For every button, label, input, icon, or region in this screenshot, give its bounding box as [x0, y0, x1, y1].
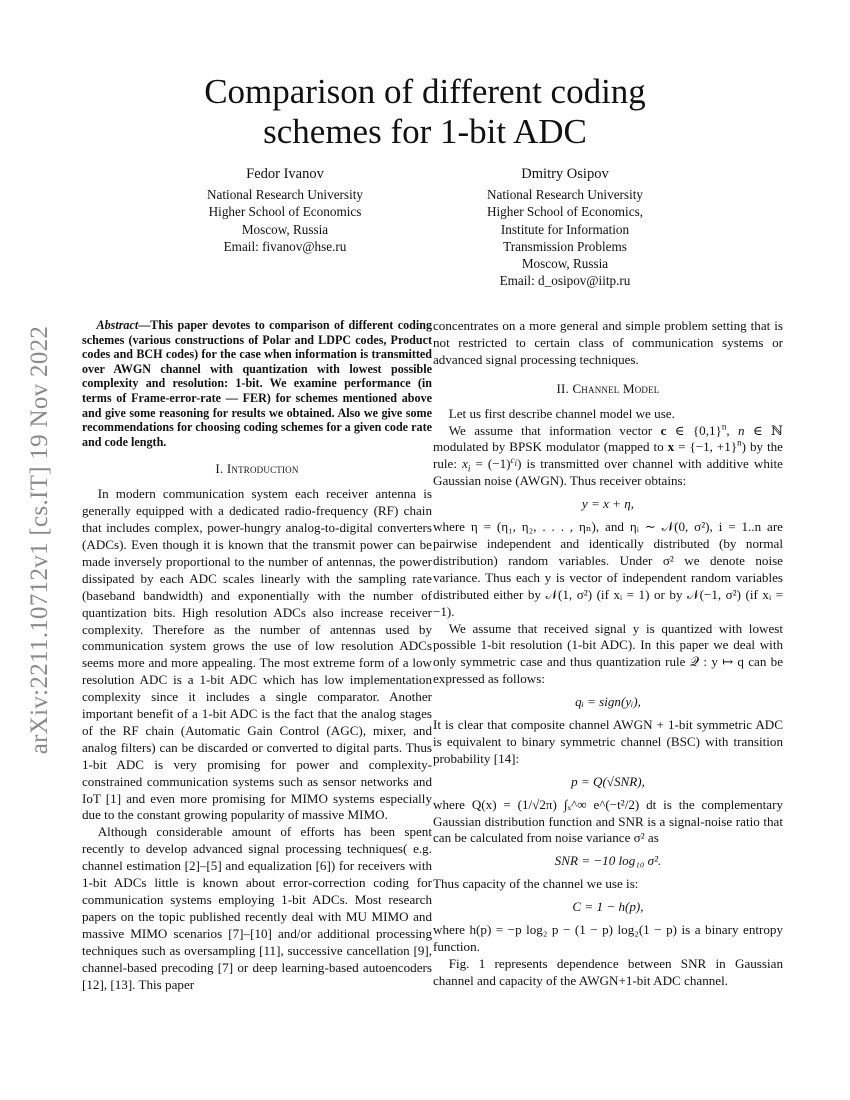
text-run: by the rule:	[433, 439, 783, 472]
paragraph: It is clear that composite channel AWGN + 1-bit symmetric ADC is equivalent to binary symmetric channel (BSC) with transition probability [14]:	[433, 717, 783, 766]
text-run: modulated by BPSK modulator (mapped to	[433, 439, 664, 455]
author-email: Email: d_osipov@iitp.ru	[499, 273, 631, 289]
paragraph: where h(p) = −p log₂ p − (1 − p) log₂(1 − p) is a binary entropy function.	[433, 922, 783, 954]
title-line-1: Comparison of different coding	[204, 72, 646, 111]
author-name: Dmitry Osipov	[521, 166, 609, 182]
equation-received-signal: y = x + η,	[581, 496, 635, 512]
author-affiliation-line: National Research University	[206, 187, 363, 203]
abstract-lead: Abstract	[96, 318, 139, 332]
section-heading-channel-model	[433, 381, 783, 398]
left-column	[82, 318, 432, 993]
paragraph: We assume that received signal y is quantized with lowest possible 1-bit resolution (1-bit ADC). In this paper we deal with only symmetric case and thus quantization rule 𝒬 : y ↦ q can be expressed as follows:	[433, 620, 783, 687]
section-number: I.	[215, 461, 224, 477]
arxiv-identifier: arXiv:2211.10712v1 [cs.IT] 19 Nov 2022	[26, 325, 53, 755]
paragraph: Fig. 1 represents dependence between SNR in Gaussian channel and capacity of the AWGN+1-bit ADC channel.	[433, 955, 783, 988]
right-column	[433, 318, 783, 990]
section-number: II.	[556, 380, 569, 396]
abstract	[82, 318, 432, 449]
arxiv-stamp	[20, 300, 60, 780]
text-run: is transmitted over channel with additive white Gaussian noise (AWGN). Thus receiver obtains:	[433, 456, 783, 489]
paragraph: Let us first describe channel model we use.	[448, 405, 675, 421]
equation-capacity: C = 1 − h(p),	[572, 899, 644, 915]
author-affiliation-line: National Research University	[486, 187, 643, 203]
author-affiliation-line: Institute for Information	[500, 221, 630, 237]
paragraph: Although considerable amount of efforts has been spent recently to develop advanced signal processing techniques( e.g. channel estimation [2]–[5] and equalization [6]) for receivers with 1-bit ADCs little is known about error-correction coding for communication systems employing 1-bit ADCs. Most research papers on the topic published recently deal with MU MIMO and massive MIMO scenarios [7]–[10] and/or additional processing techniques such as oversampling [11], successive cancellation [9], channel-based precoding [7] or deep learning-based autoencoders [12], [13]. This paper	[82, 824, 432, 992]
author-block-2	[450, 166, 680, 289]
section-title: Channel Model	[572, 380, 660, 396]
author-affiliation-line: Transmission Problems	[503, 238, 627, 254]
author-block-1	[170, 166, 400, 255]
paragraph: where Q(x) = (1/√2π) ∫ₓ^∞ e^(−t²/2) dt is the complementary Gaussian distribution function and SNR is a signal-noise ratio that can be calculated from noise variance σ² as	[433, 796, 783, 846]
paragraph: Thus capacity of the channel we use is:	[433, 876, 639, 892]
paragraph-information-vector: We assume that information vector c ∈ $\{0,1\}^n$, n ∈ ℕ modulated by BPSK modulator (mapped to x = {−1, +1}$^n$) by the rule: $x_i = (-1)^{c_i}$) is transmitted over channel with additive white Gaussian noise (AWGN). Thus receiver obtains:	[433, 421, 783, 489]
author-name: Fedor Ivanov	[246, 166, 324, 182]
author-affiliation-line: Higher School of Economics,	[486, 204, 644, 220]
abstract-text: —This paper devotes to comparison of different coding schemes (various constructions of Polar and LDPC codes, Product codes and BCH codes) for the case when information is transmitted over AWGN channel with quantization with lowest possible complexity and resolution: 1-bit. We examine performance (in terms of Frame-error-rate — FER) for schemes mentioned above and give some reasoning for results we obtained. Also we give some recommendations for choosing coding schemes for a given code rate and code length.	[82, 318, 432, 449]
author-affiliation-line: Moscow, Russia	[521, 256, 609, 272]
section-heading-introduction	[82, 461, 432, 478]
equation-transition-probability: p = Q(√SNR),	[571, 773, 645, 789]
equation-snr: SNR = −10 log₁₀ σ².	[554, 853, 662, 869]
text-run: We assume that information vector	[448, 422, 653, 438]
author-affiliation-line: Higher School of Economics	[208, 204, 362, 220]
paragraph: In modern communication system each receiver antenna is generally equipped with a dedicated radio-frequency (RF) chain that includes complex, power-hungry analog-to-digital converters (ADCs). Even though it is known that the transmit power can be made inversely proportional to the number of antennas, the power dissipated by each ADC scales linearly with the sampling rate (baseband bandwidth) and exponentially with the number of quantization bits. High resolution ADCs also increase receiver complexity. Therefore as the number of antennas used by communication system grows the use of low resolution ADCs seems more and more appealing. The most extreme form of a low resolution ADC is a 1-bit ADC which has low implementation complexity since it includes a single comparator. Another important benefit of a 1-bit ADC is the fact that the analog stages of the RF chain (Automatic Gain Control (AGC), mixer, and analog filters) can be discarded or converted to digital parts. Thus 1-bit ADC is very promising for power and complexity-constrained communication systems such as sensor networks and IoT [1] and even more promising for MIMO systems especially due to the constant growing popularity of massive MIMO.	[82, 486, 432, 823]
paragraph: concentrates on a more general and simple problem setting that is not restricted to certain class of communication systems or advanced signal processing techniques.	[433, 318, 783, 367]
paragraph: where η = (η₁, η₂, . . . , ηₙ), and ηᵢ ∼ 𝒩(0, σ²), i = 1..n are pairwise independent and identically distributed (by normal distribution) random variables. Under σ² we denote noise variance. Thus each y is vector of independent random variables distributed either by 𝒩(1, σ²) (if xᵢ = 1) or by 𝒩(−1, σ²) (if xᵢ = −1).	[433, 519, 783, 619]
title-line-2: schemes for 1-bit ADC	[263, 112, 587, 151]
author-email: Email: fivanov@hse.ru	[223, 238, 347, 254]
section-title: Introduction	[226, 461, 299, 477]
author-affiliation-line: Moscow, Russia	[241, 221, 329, 237]
equation-quantization: qᵢ = sign(yᵢ),	[575, 694, 641, 710]
paper-title	[100, 72, 750, 152]
